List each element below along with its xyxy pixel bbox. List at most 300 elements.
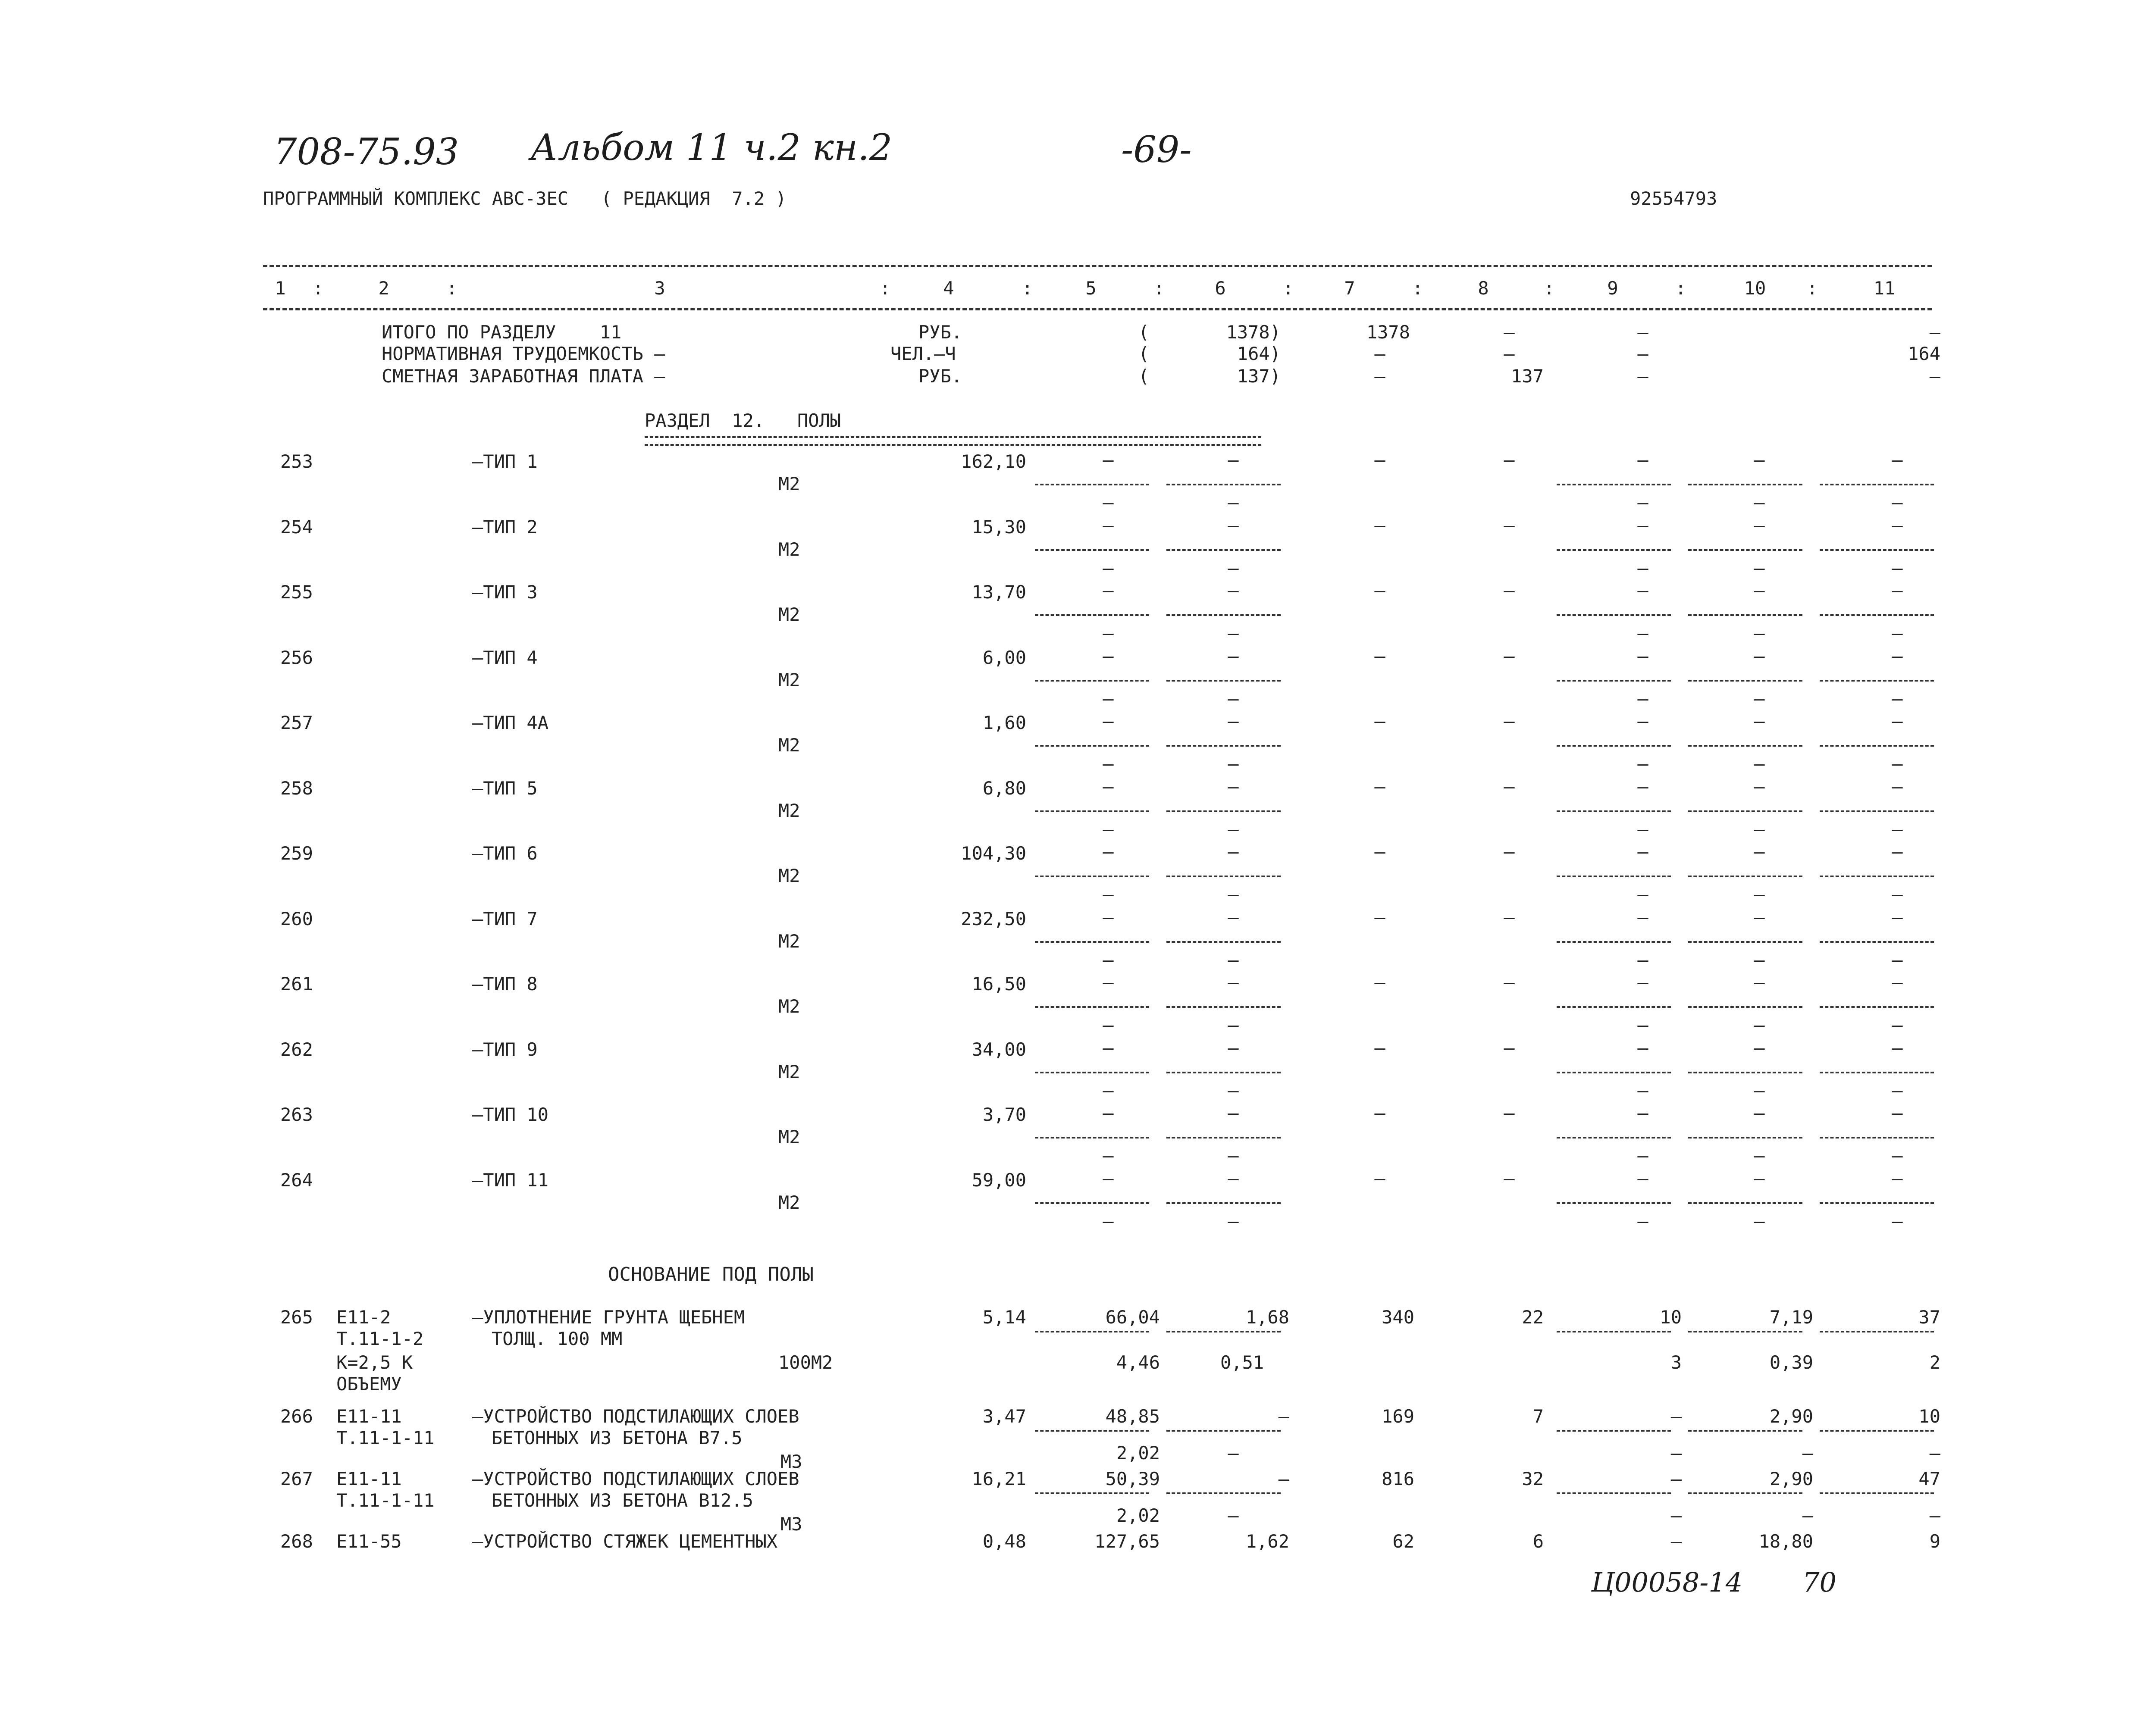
cell-divider: [1688, 1202, 1802, 1204]
item-number: 268: [280, 1531, 313, 1552]
item-name: –УСТРОЙСТВО ПОДСТИЛАЮЩИХ СЛОЕВ: [472, 1468, 799, 1489]
dash: –: [1637, 710, 1648, 732]
cell-divider: [1688, 1137, 1802, 1138]
item-quantity: 6,80: [982, 778, 1026, 799]
doc-number: 92554793: [1630, 188, 1717, 209]
column-header: 2: [378, 278, 389, 299]
dash: –: [1754, 949, 1765, 970]
dash: –: [1228, 1037, 1239, 1058]
dash: –: [1103, 580, 1114, 601]
column-separator: :: [313, 278, 324, 299]
cell-divider: [1820, 810, 1934, 812]
item-number: 264: [280, 1170, 313, 1191]
item-name: –ТИП 6: [472, 843, 538, 864]
dash: –: [1103, 884, 1114, 905]
dash: –: [1103, 753, 1114, 774]
dash: –: [1892, 1037, 1903, 1058]
dash: –: [1892, 753, 1903, 774]
totals-col6: 1378): [1226, 322, 1281, 343]
dash: –: [1103, 1037, 1114, 1058]
cell-col11: 37: [1918, 1307, 1940, 1328]
dash: –: [1103, 841, 1114, 862]
cell-divider: [1820, 745, 1934, 747]
dash: –: [1754, 841, 1765, 862]
item-name: –ТИП 11: [472, 1170, 549, 1191]
cell-col7: 340: [1382, 1307, 1414, 1328]
cell-col11: 9: [1929, 1531, 1940, 1552]
cell-divider: [1557, 941, 1671, 943]
dash: –: [1754, 753, 1765, 774]
cell-divider: [1035, 549, 1149, 551]
dash: –: [1103, 819, 1114, 840]
dash: –: [1504, 907, 1515, 928]
item-name: –ТИП 3: [472, 582, 538, 603]
dash: –: [1754, 1168, 1765, 1189]
item-number: 266: [280, 1406, 313, 1427]
totals-col7: –: [1374, 343, 1385, 364]
cell-col9: –: [1670, 1531, 1682, 1552]
item-quantity: 104,30: [961, 843, 1026, 864]
dash: –: [1892, 776, 1903, 797]
item-quantity: 59,00: [971, 1170, 1026, 1191]
dash: –: [1103, 972, 1114, 993]
item-name: –УПЛОТНЕНИЕ ГРУНТА ЩЕБНЕМ: [472, 1307, 745, 1328]
cell-col5-second: 2,02: [1116, 1505, 1160, 1526]
cell-divider: [1035, 1331, 1149, 1332]
cell-divider: [1035, 1492, 1149, 1494]
dash: –: [1754, 1037, 1765, 1058]
cell-divider: [1166, 680, 1281, 682]
cell-col10-second: 0,39: [1769, 1352, 1813, 1373]
dash: –: [1892, 688, 1903, 709]
cell-divider: [1035, 484, 1149, 485]
cell-col8: 22: [1522, 1307, 1544, 1328]
dash: –: [1374, 710, 1385, 732]
dash: –: [1374, 580, 1385, 601]
cell-divider: [1035, 876, 1149, 877]
page-number: -69-: [1121, 128, 1192, 171]
dash: –: [1637, 1014, 1648, 1035]
cell-col6: 1,68: [1245, 1307, 1289, 1328]
cell-divider: [1688, 680, 1802, 682]
cell-divider: [1820, 614, 1934, 616]
dash: –: [1754, 515, 1765, 536]
dash: –: [1892, 1168, 1903, 1189]
dash: –: [1228, 622, 1239, 644]
item-unit: М2: [778, 1126, 800, 1148]
item-unit: М2: [778, 996, 800, 1017]
subsection-title: ОСНОВАНИЕ ПОД ПОЛЫ: [608, 1264, 814, 1285]
item-unit: М2: [778, 669, 800, 691]
totals-col11: –: [1929, 322, 1940, 343]
dash: –: [1103, 515, 1114, 536]
cell-divider: [1166, 941, 1281, 943]
cell-divider: [1688, 549, 1802, 551]
cell-col10-second: –: [1802, 1505, 1813, 1526]
dash: –: [1228, 949, 1239, 970]
dash: –: [1892, 1210, 1903, 1232]
dash: –: [1754, 557, 1765, 579]
item-quantity: 15,30: [971, 516, 1026, 538]
cell-divider: [1688, 614, 1802, 616]
item-name: –ТИП 4А: [472, 712, 549, 733]
cell-col5: 50,39: [1105, 1468, 1160, 1489]
dash: –: [1103, 949, 1114, 970]
dash: –: [1504, 776, 1515, 797]
dash: –: [1103, 1168, 1114, 1189]
item-name: –ТИП 10: [472, 1104, 549, 1125]
cell-divider: [1166, 1430, 1281, 1432]
footer-page: 70: [1802, 1567, 1836, 1598]
column-header: 6: [1215, 278, 1226, 299]
dash: –: [1637, 645, 1648, 666]
item-unit: 100М2: [778, 1352, 833, 1373]
dash: –: [1754, 972, 1765, 993]
item-number: 256: [280, 647, 313, 668]
item-quantity: 6,00: [982, 647, 1026, 668]
item-quantity: 3,70: [982, 1104, 1026, 1125]
cell-divider: [1820, 1430, 1934, 1432]
cell-col6: 1,62: [1245, 1531, 1289, 1552]
totals-col9: –: [1637, 366, 1648, 387]
cell-divider: [1557, 1072, 1671, 1073]
dash: –: [1504, 972, 1515, 993]
dash: –: [1892, 1080, 1903, 1101]
totals-col7: –: [1374, 366, 1385, 387]
item-number: 261: [280, 973, 313, 995]
dash: –: [1892, 819, 1903, 840]
item-number: 263: [280, 1104, 313, 1125]
dash: –: [1228, 710, 1239, 732]
cell-divider: [1557, 549, 1671, 551]
item-number: 253: [280, 451, 313, 472]
dash: –: [1504, 449, 1515, 470]
cell-divider: [1166, 484, 1281, 485]
cell-divider: [1166, 810, 1281, 812]
cell-col9: 10: [1660, 1307, 1682, 1328]
dash: –: [1637, 884, 1648, 905]
item-unit: М3: [780, 1451, 802, 1472]
cell-divider: [1166, 1492, 1281, 1494]
dash: –: [1637, 1168, 1648, 1189]
dash: –: [1754, 1080, 1765, 1101]
dash: –: [1754, 622, 1765, 644]
totals-col8: –: [1504, 322, 1515, 343]
dash: –: [1103, 710, 1114, 732]
dash: –: [1228, 753, 1239, 774]
column-separator: :: [446, 278, 458, 299]
cell-divider: [1035, 810, 1149, 812]
dash: –: [1637, 515, 1648, 536]
dash: –: [1504, 515, 1515, 536]
dash: –: [1103, 776, 1114, 797]
column-header: 3: [654, 278, 665, 299]
dash: –: [1228, 515, 1239, 536]
item-number: 267: [280, 1468, 313, 1489]
dash: –: [1637, 907, 1648, 928]
column-header: 9: [1607, 278, 1618, 299]
dash: –: [1504, 645, 1515, 666]
dash: –: [1374, 907, 1385, 928]
cell-divider: [1166, 1137, 1281, 1138]
cell-col9-second: –: [1670, 1442, 1682, 1464]
cell-col10: 18,80: [1758, 1531, 1813, 1552]
cell-col8: 32: [1522, 1468, 1544, 1489]
dash: –: [1892, 841, 1903, 862]
column-header: 1: [275, 278, 286, 299]
column-separator: :: [1153, 278, 1165, 299]
item-number: 260: [280, 908, 313, 929]
dash: –: [1637, 949, 1648, 970]
cell-divider: [1820, 549, 1934, 551]
cell-divider: [1557, 1006, 1671, 1008]
cell-divider: [1820, 1492, 1934, 1494]
dash: –: [1754, 580, 1765, 601]
item-unit: М2: [778, 1061, 800, 1082]
cell-divider: [1820, 1137, 1934, 1138]
cell-divider: [1820, 484, 1934, 485]
dash: –: [1103, 688, 1114, 709]
cell-divider: [1820, 876, 1934, 877]
dash: –: [1637, 1102, 1648, 1123]
totals-col8: –: [1504, 343, 1515, 364]
dash: –: [1374, 1168, 1385, 1189]
dash: –: [1374, 776, 1385, 797]
item-unit: М2: [778, 1192, 800, 1213]
item-name: ТОЛЩ. 100 ММ: [492, 1328, 623, 1349]
cell-divider: [1820, 1202, 1934, 1204]
cell-divider: [1035, 1006, 1149, 1008]
item-name: –ТИП 5: [472, 778, 538, 799]
dash: –: [1892, 884, 1903, 905]
cell-col7: 816: [1382, 1468, 1414, 1489]
item-unit: М2: [778, 604, 800, 625]
dash: –: [1504, 710, 1515, 732]
totals-col9: –: [1637, 322, 1648, 343]
dash: –: [1754, 688, 1765, 709]
column-header: 8: [1478, 278, 1489, 299]
totals-paren: (: [1138, 366, 1150, 387]
dash: –: [1504, 580, 1515, 601]
dash: –: [1754, 645, 1765, 666]
item-quantity: 34,00: [971, 1039, 1026, 1060]
cell-col5: 127,65: [1094, 1531, 1160, 1552]
column-header: 7: [1344, 278, 1355, 299]
column-separator: :: [1412, 278, 1423, 299]
item-code: Т.11-1-2: [336, 1328, 424, 1349]
dash: –: [1228, 1014, 1239, 1035]
dash: –: [1892, 622, 1903, 644]
column-header: 5: [1085, 278, 1097, 299]
dash: –: [1637, 753, 1648, 774]
cell-divider: [1820, 1072, 1934, 1073]
dash: –: [1103, 622, 1114, 644]
header-bottom-rule: [263, 308, 1932, 310]
cell-divider: [1035, 1430, 1149, 1432]
item-quantity: 232,50: [961, 908, 1026, 929]
cell-divider: [1166, 614, 1281, 616]
section-title: РАЗДЕЛ 12. ПОЛЫ: [645, 410, 841, 431]
item-number: 262: [280, 1039, 313, 1060]
dash: –: [1892, 972, 1903, 993]
cell-col8: 7: [1532, 1406, 1544, 1427]
cell-divider: [1820, 941, 1934, 943]
dash: –: [1754, 819, 1765, 840]
dash: –: [1374, 841, 1385, 862]
cell-col6-second: –: [1228, 1442, 1239, 1464]
cell-col6: –: [1278, 1468, 1289, 1489]
item-unit: М2: [778, 735, 800, 756]
dash: –: [1892, 557, 1903, 579]
dash: –: [1228, 557, 1239, 579]
totals-unit: РУБ.: [918, 366, 962, 387]
item-name: БЕТОННЫХ ИЗ БЕТОНА В12.5: [492, 1490, 753, 1511]
dash: –: [1892, 492, 1903, 513]
cell-col6-second: –: [1228, 1505, 1239, 1526]
cell-divider: [1557, 810, 1671, 812]
dash: –: [1103, 645, 1114, 666]
cell-divider: [1166, 876, 1281, 877]
item-name: –УСТРОЙСТВО СТЯЖЕК ЦЕМЕНТНЫХ: [472, 1531, 778, 1552]
item-unit: М2: [778, 473, 800, 494]
cell-divider: [1166, 1331, 1281, 1332]
cell-divider: [1166, 549, 1281, 551]
item-quantity: 13,70: [971, 582, 1026, 603]
dash: –: [1637, 449, 1648, 470]
dash: –: [1374, 1037, 1385, 1058]
cell-divider: [1688, 1492, 1802, 1494]
item-unit: М3: [780, 1514, 802, 1535]
cell-divider: [1035, 1072, 1149, 1073]
item-quantity: 16,21: [971, 1468, 1026, 1489]
cell-col6: –: [1278, 1406, 1289, 1427]
dash: –: [1103, 449, 1114, 470]
column-separator: :: [1022, 278, 1033, 299]
dash: –: [1892, 449, 1903, 470]
dash: –: [1754, 1210, 1765, 1232]
dash: –: [1504, 1037, 1515, 1058]
item-name: –ТИП 9: [472, 1039, 538, 1060]
item-number: 259: [280, 843, 313, 864]
item-name: –ТИП 4: [472, 647, 538, 668]
cell-divider: [1688, 1331, 1802, 1332]
item-code: Е11-11: [336, 1468, 402, 1489]
cell-divider: [1166, 1006, 1281, 1008]
cell-divider: [1035, 614, 1149, 616]
cell-divider: [1035, 1202, 1149, 1204]
cell-divider: [1688, 1430, 1802, 1432]
dash: –: [1228, 1080, 1239, 1101]
cell-col10: 7,19: [1769, 1307, 1813, 1328]
totals-paren: (: [1138, 322, 1150, 343]
dash: –: [1892, 1145, 1903, 1166]
dash: –: [1637, 557, 1648, 579]
cell-col11-second: –: [1929, 1505, 1940, 1526]
dash: –: [1228, 1145, 1239, 1166]
dash: –: [1103, 492, 1114, 513]
dash: –: [1892, 1014, 1903, 1035]
item-name: –ТИП 2: [472, 516, 538, 538]
cell-divider: [1035, 941, 1149, 943]
cell-divider: [1557, 1430, 1671, 1432]
dash: –: [1637, 819, 1648, 840]
cell-divider: [1688, 1006, 1802, 1008]
dash: –: [1228, 1210, 1239, 1232]
item-quantity: 0,48: [982, 1531, 1026, 1552]
cell-col8: 6: [1532, 1531, 1544, 1552]
totals-col11: 164: [1908, 343, 1940, 364]
dash: –: [1103, 1210, 1114, 1232]
cell-divider: [1557, 484, 1671, 485]
item-name: БЕТОННЫХ ИЗ БЕТОНА В7.5: [492, 1427, 743, 1448]
cell-divider: [1820, 1006, 1934, 1008]
dash: –: [1374, 515, 1385, 536]
dash: –: [1504, 1168, 1515, 1189]
cell-divider: [1557, 614, 1671, 616]
cell-col11: 47: [1918, 1468, 1940, 1489]
dash: –: [1892, 580, 1903, 601]
item-number: 255: [280, 582, 313, 603]
cell-col9-second: 3: [1670, 1352, 1682, 1373]
cell-divider: [1557, 1202, 1671, 1204]
item-quantity: 1,60: [982, 712, 1026, 733]
cell-divider: [1557, 745, 1671, 747]
cell-divider: [1688, 484, 1802, 485]
item-unit: М2: [778, 800, 800, 821]
dash: –: [1637, 1145, 1648, 1166]
section-title-underline: [645, 436, 1261, 446]
item-quantity: 5,14: [982, 1307, 1026, 1328]
dash: –: [1892, 949, 1903, 970]
cell-divider: [1688, 745, 1802, 747]
item-number: 258: [280, 778, 313, 799]
dash: –: [1103, 1014, 1114, 1035]
dash: –: [1228, 449, 1239, 470]
dash: –: [1374, 1102, 1385, 1123]
cell-col7: 169: [1382, 1406, 1414, 1427]
cell-divider: [1557, 1492, 1671, 1494]
item-unit: М2: [778, 865, 800, 886]
cell-divider: [1166, 1202, 1281, 1204]
item-code: К=2,5 К: [336, 1352, 413, 1373]
cell-divider: [1035, 680, 1149, 682]
dash: –: [1892, 907, 1903, 928]
cell-divider: [1557, 876, 1671, 877]
item-code: ОБЪЕМУ: [336, 1373, 402, 1395]
dash: –: [1637, 580, 1648, 601]
totals-unit: ЧЕЛ.–Ч: [890, 343, 956, 364]
dash: –: [1228, 645, 1239, 666]
dash: –: [1228, 492, 1239, 513]
cell-col9-second: –: [1670, 1505, 1682, 1526]
cell-divider: [1557, 1331, 1671, 1332]
cell-divider: [1035, 745, 1149, 747]
dash: –: [1228, 688, 1239, 709]
totals-label: СМЕТНАЯ ЗАРАБОТНАЯ ПЛАТА –: [382, 366, 665, 387]
dash: –: [1374, 972, 1385, 993]
cell-col9: –: [1670, 1406, 1682, 1427]
cell-col5-second: 2,02: [1116, 1442, 1160, 1464]
cell-divider: [1166, 1072, 1281, 1073]
cell-col10: 2,90: [1769, 1406, 1813, 1427]
cell-divider: [1688, 876, 1802, 877]
totals-col7: 1378: [1366, 322, 1410, 343]
item-quantity: 16,50: [971, 973, 1026, 995]
dash: –: [1892, 710, 1903, 732]
item-name: –ТИП 1: [472, 451, 538, 472]
dash: –: [1103, 1102, 1114, 1123]
dash: –: [1637, 1080, 1648, 1101]
